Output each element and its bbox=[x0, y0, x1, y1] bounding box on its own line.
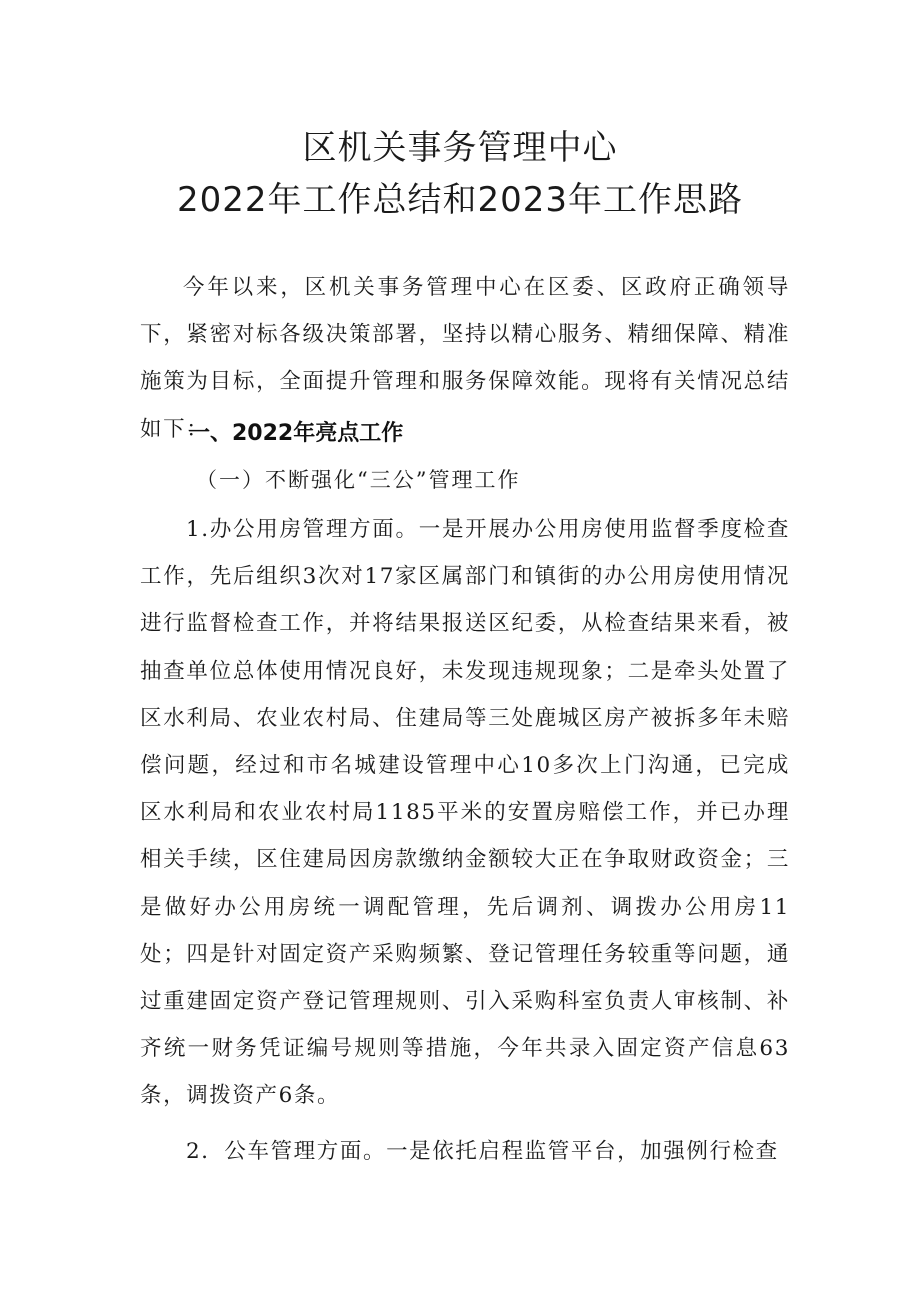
paragraph-vehicle-management: 2．公车管理方面。一是依托启程监管平台，加强例行检查 bbox=[186, 1139, 779, 1164]
document-title-line2: 2022年工作总结和2023年工作思路 bbox=[176, 180, 744, 220]
document-title-line1: 区机关事务管理中心 bbox=[302, 128, 618, 168]
subsection-heading: （一）不断强化“三公”管理工作 bbox=[196, 468, 521, 492]
section-heading: 一、2022年亮点工作 bbox=[188, 421, 404, 446]
intro-paragraph: 今年以来，区机关事务管理中心在区委、区政府正确领导下，紧密对标各级决策部署，坚持以精心服务、精细保障、精准施策为目标，全面提升管理和服务保障效能。现将有关情况总结如下： bbox=[140, 275, 790, 442]
paragraph-office-space: 1.办公用房管理方面。一是开展办公用房使用监督季度检查工作，先后组织3次对17家区属部门和镇街的办公用房使用情况进行监督检查工作，并将结果报送区纪委，从检查结果来看，被抽查单位总体使用情况良好，未发现违规现象；二是牵头处置了区水利局、农业农村局、住建局等三处鹿城区房产被拆多年未赔偿问题，经过和市名城建设管理中心10多次上门沟通，已完成区水利局和农业农村局1185平米的安置房赔偿工作，并已办理相关手续，区住建局因房款缴纳金额较大正在争取财政资金；三是做好办公用房统一调配管理，先后调剂、调拨办公用房11处；四是针对固定资产采购频繁、登记管理任务较重等问题，通过重建固定资产登记管理规则、引入采购科室负责人审核制、补齐统一财务凭证编号规则等措施，今年共录入固定资产信息63条，调拨资产6条。 bbox=[140, 517, 790, 1109]
